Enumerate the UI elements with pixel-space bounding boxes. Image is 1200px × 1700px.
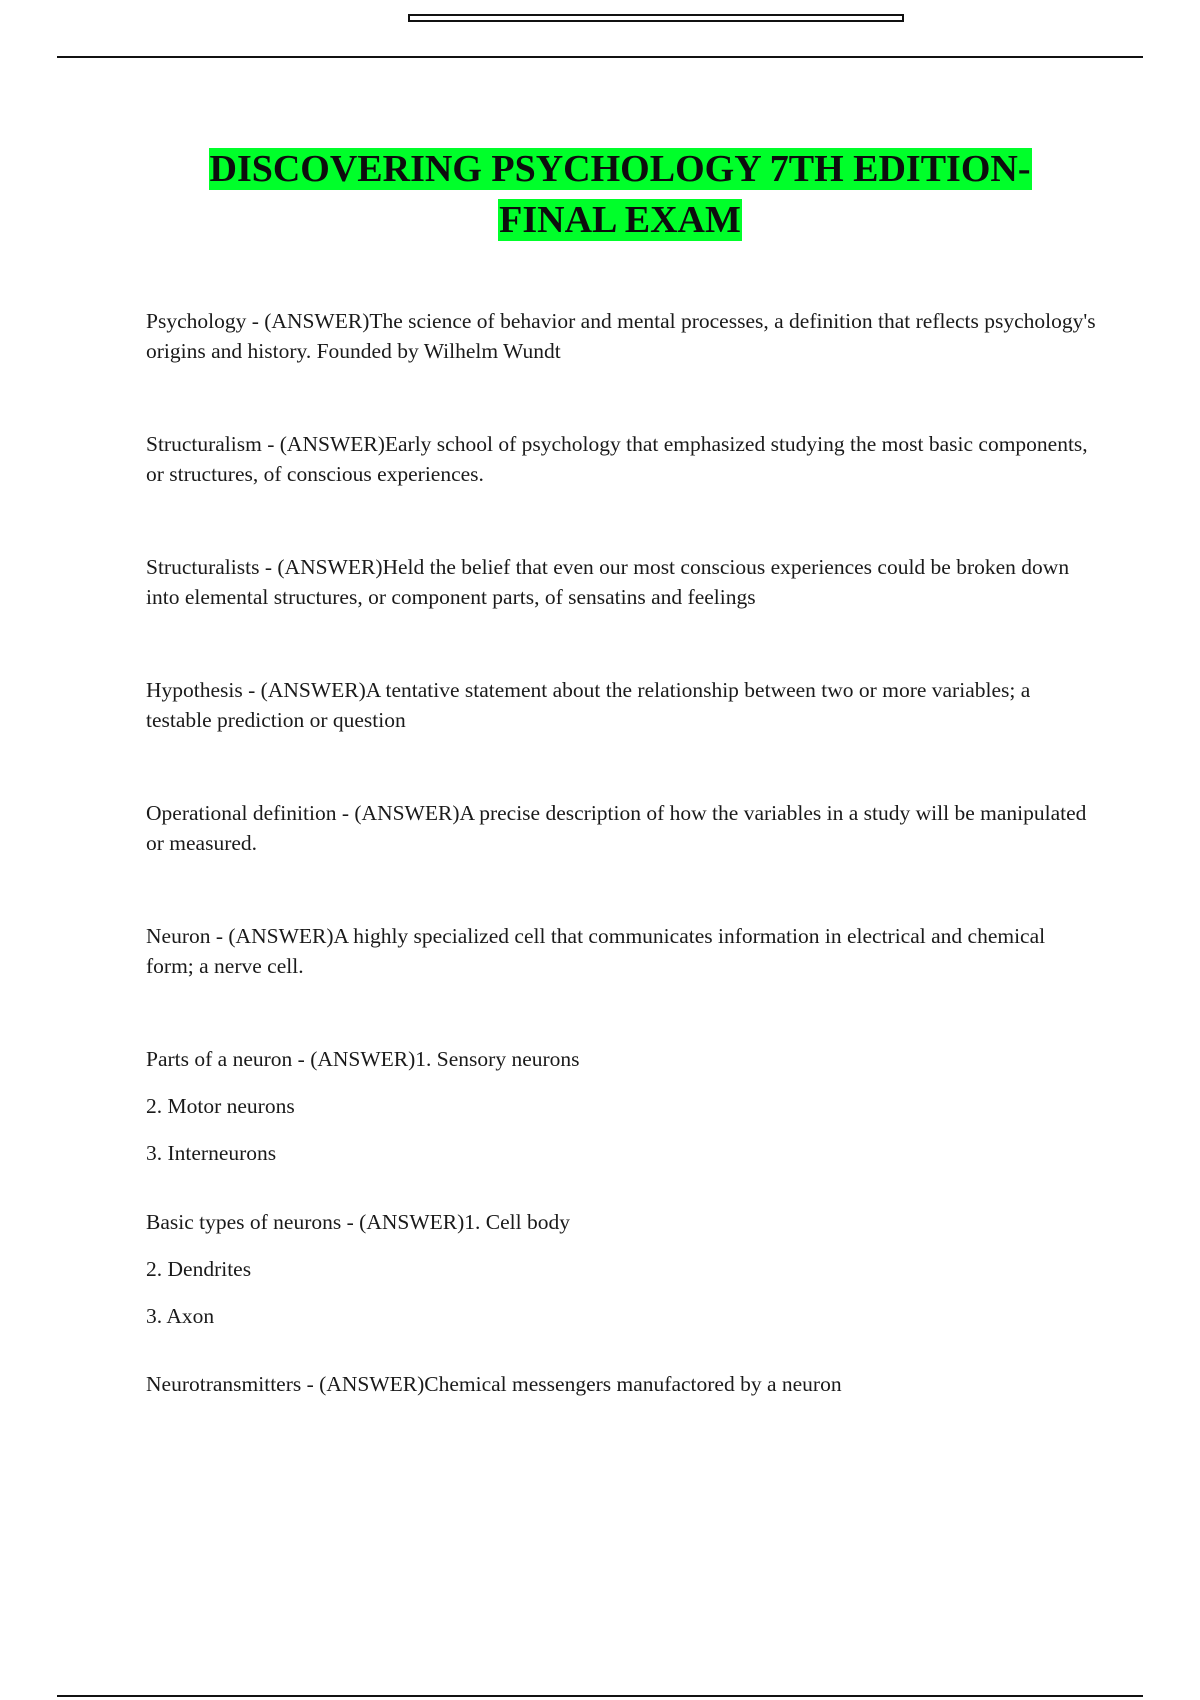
header-box — [408, 14, 904, 22]
qa-entry-psychology — [146, 306, 1096, 429]
answer-marker: - (ANSWER) — [292, 1047, 416, 1071]
qa-entry-structuralism — [146, 429, 1096, 552]
qa-text — [146, 798, 1096, 858]
qa-text — [146, 552, 1096, 612]
answer: A tentative statement about the relationship between two or more variables; a testable prediction or question — [146, 678, 1031, 732]
header-rule — [57, 56, 1143, 58]
answer: A precise description of how the variables in a study will be manipulated or measured. — [146, 801, 1087, 855]
qa-text — [146, 306, 1096, 366]
list-item: 1. Cell body — [464, 1210, 570, 1234]
term: Parts of a neuron — [146, 1047, 293, 1071]
answer-marker: - (ANSWER) — [246, 309, 370, 333]
qa-entry-operational-definition — [146, 798, 1096, 921]
answer-marker: - (ANSWER) — [336, 801, 460, 825]
qa-text — [146, 429, 1096, 489]
page-title — [100, 144, 1140, 246]
term: Neurotransmitters — [146, 1372, 302, 1396]
qa-entry-structuralists — [146, 552, 1096, 675]
answer-marker: - (ANSWER) — [210, 924, 334, 948]
answer-marker: - (ANSWER) — [301, 1372, 425, 1396]
answer: Chemical messengers manufactored by a neuron — [424, 1372, 842, 1396]
list-item: 3. Interneurons — [146, 1141, 277, 1165]
answer: A highly specialized cell that communicates information in electrical and chemical form; a nerve cell. — [146, 924, 1046, 978]
qa-entry-parts-of-neuron — [146, 1044, 1096, 1168]
term: Hypothesis — [146, 678, 243, 702]
answer-marker: - (ANSWER) — [242, 678, 366, 702]
term: Psychology — [146, 309, 247, 333]
answer: The science of behavior and mental processes, a definition that reflects psychology's origins and history. Founded by Wilhelm Wundt — [146, 309, 1096, 363]
list-item: 3. Axon — [146, 1304, 215, 1328]
title-line-2: FINAL EXAM — [499, 199, 741, 241]
qa-text — [146, 1207, 1096, 1237]
qa-entry-neuron — [146, 921, 1096, 1044]
term: Operational definition — [146, 801, 337, 825]
document-body — [146, 306, 1096, 1492]
qa-entry-neurotransmitters — [146, 1369, 1096, 1492]
answer-marker: - (ANSWER) — [341, 1210, 465, 1234]
qa-text — [146, 1369, 1096, 1399]
term: Neuron — [146, 924, 211, 948]
answer: Held the belief that even our most conscious experiences could be broken down into elemental structures, or component parts, of sensatins and feelings — [146, 555, 1070, 609]
answer: Early school of psychology that emphasized studying the most basic components, or structures, of conscious experiences. — [146, 432, 1088, 486]
term: Basic types of neurons — [146, 1210, 342, 1234]
qa-entry-basic-types-of-neurons — [146, 1207, 1096, 1331]
title-line-1: DISCOVERING PSYCHOLOGY 7TH EDITION- — [209, 148, 1031, 190]
answer-marker: - (ANSWER) — [261, 432, 385, 456]
list-item: 1. Sensory neurons — [415, 1047, 580, 1071]
list-item: 2. Motor neurons — [146, 1094, 295, 1118]
term: Structuralists — [146, 555, 260, 579]
qa-text — [146, 921, 1096, 981]
answer-marker: - (ANSWER) — [259, 555, 383, 579]
qa-entry-hypothesis — [146, 675, 1096, 798]
list-item: 2. Dendrites — [146, 1257, 252, 1281]
term: Structuralism — [146, 432, 262, 456]
qa-text — [146, 675, 1096, 735]
footer-rule — [57, 1695, 1143, 1697]
qa-text — [146, 1044, 1096, 1074]
